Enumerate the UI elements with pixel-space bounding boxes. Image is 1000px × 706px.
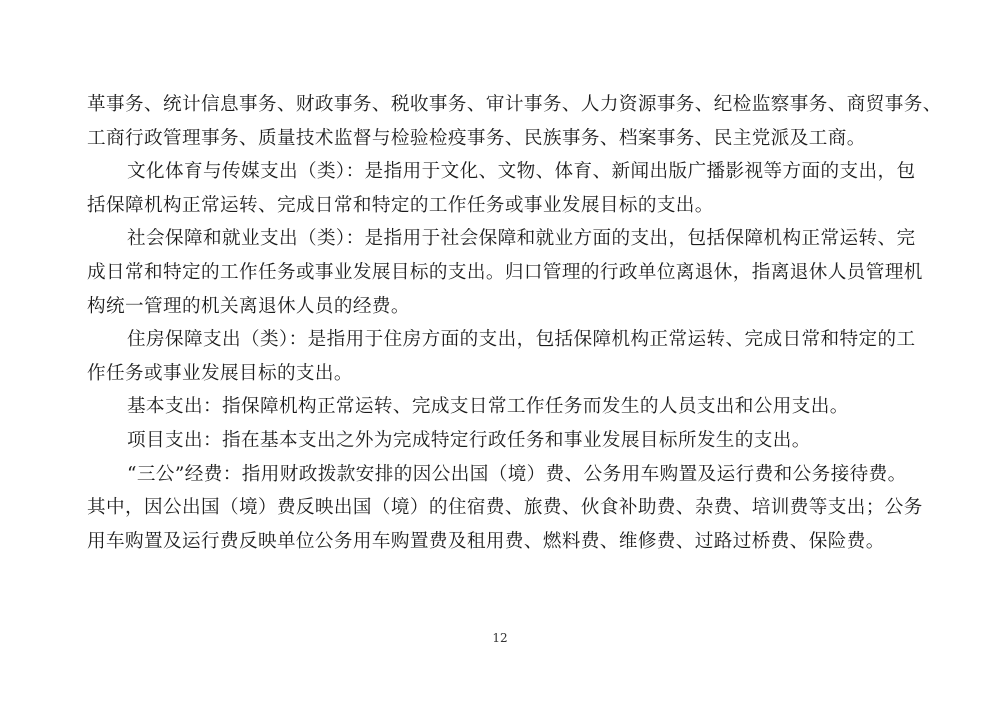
paragraph-start-line: 项目支出：指在基本支出之外为完成特定行政任务和事业发展目标所发生的支出。 [127,429,811,451]
paragraph-start-line: “三公”经费：指用财政拨款安排的因公出国（境）费、公务用车购置及运行费和公务接待费。 [127,463,907,485]
text-line: 革事务、统计信息事务、财政事务、税收事务、审计事务、人力资源事务、纪检监察事务、商贸事务、 [87,94,942,115]
body-text [87,88,942,558]
text-line: 括保障机构正常运转、完成日常和特定的工作任务或事业发展目标的支出。 [87,194,714,216]
text-line: 构统一管理的机关离退休人员的经费。 [87,295,410,317]
text-line: 成日常和特定的工作任务或事业发展目标的支出。归口管理的行政单位离退休，指离退休人员管理机 [87,261,923,283]
text-line: 工商行政管理事务、质量技术监督与检验检疫事务、民族事务、档案事务、民主党派及工商。 [87,127,866,149]
paragraph-start-line: 住房保障支出（类）：是指用于住房方面的支出，包括保障机构正常运转、完成日常和特定的工 [127,329,916,351]
page-number: 12 [492,631,508,645]
paragraph-start-line: 文化体育与传媒支出（类）：是指用于文化、文物、体育、新闻出版广播影视等方面的支出，包 [127,161,916,183]
paragraph-start-line: 基本支出：指保障机构正常运转、完成支日常工作任务而发生的人员支出和公用支出。 [127,396,849,418]
text-line: 用车购置及运行费反映单位公务用车购置费及租用费、燃料费、维修费、过路过桥费、保险费。 [87,530,885,552]
text-line: 其中，因公出国（境）费反映出国（境）的住宿费、旅费、伙食补助费、杂费、培训费等支出；公务 [87,497,923,519]
text-line: 作任务或事业发展目标的支出。 [87,362,353,384]
paragraph-start-line: 社会保障和就业支出（类）：是指用于社会保障和就业方面的支出，包括保障机构正常运转、完 [127,228,916,250]
